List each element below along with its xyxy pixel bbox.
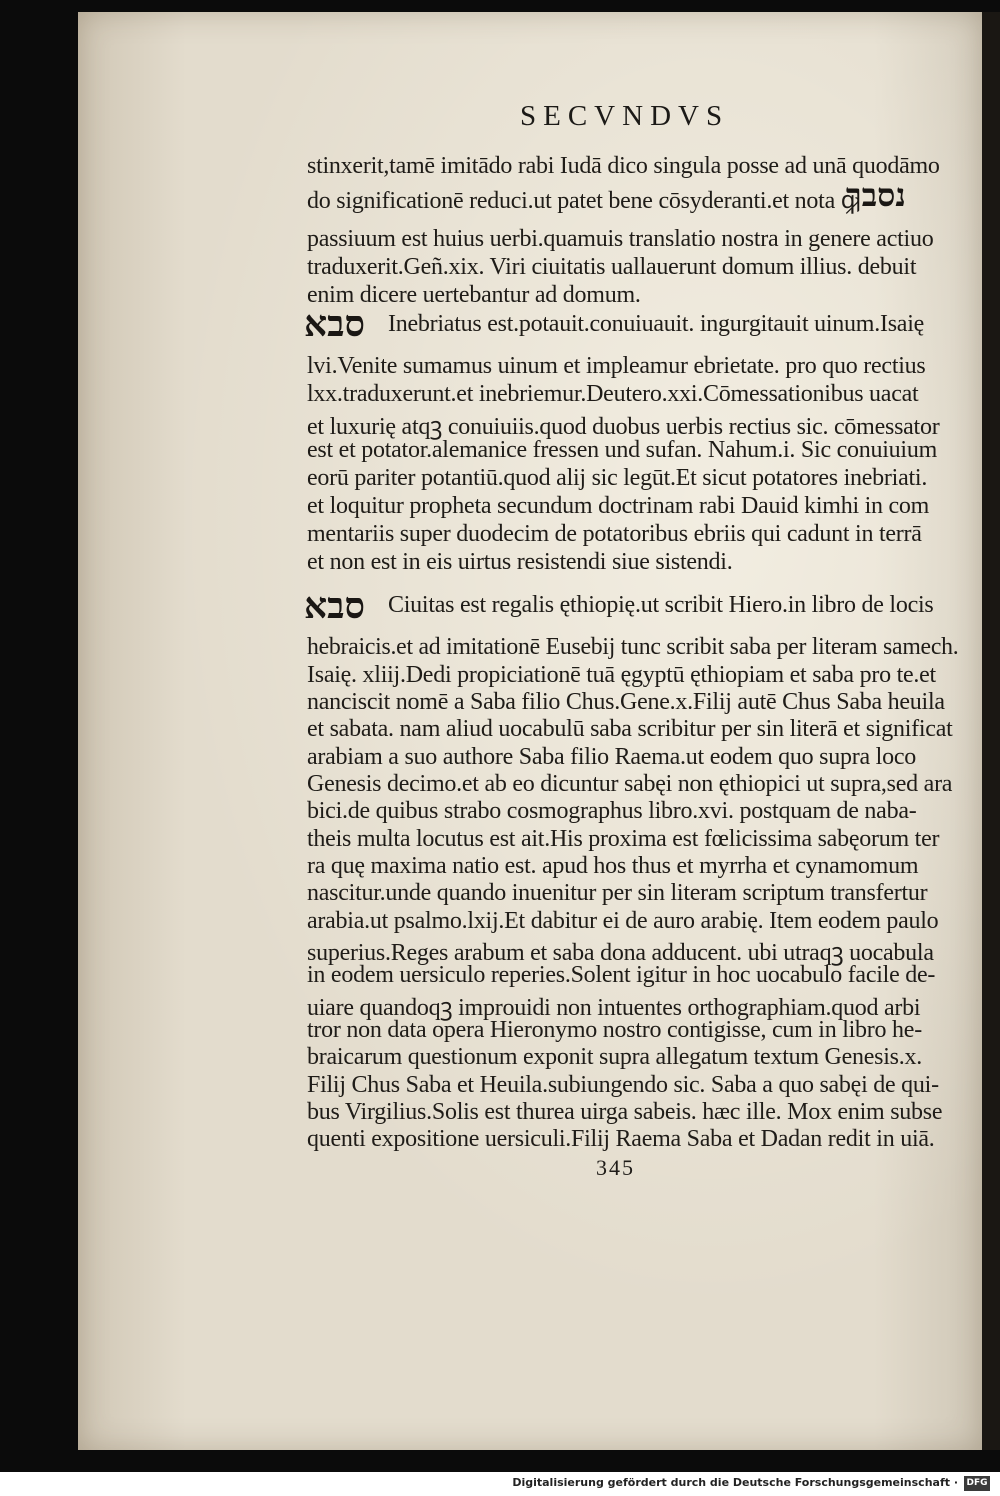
text-line: traduxerit.Geñ.xix. Viri ciuitatis uallauerunt domum illius. debuit — [307, 254, 917, 280]
text-line: quenti expositione uersiculi.Filij Raema Saba et Dadan redit in uiā. — [307, 1126, 935, 1152]
page-number: 345 — [596, 1155, 635, 1180]
page-edge — [982, 12, 1000, 1450]
text-line: uiare quandoqꝫ improuidi non intuentes orthographiam.quod arbi — [307, 995, 921, 1021]
hebrew-headword: סבא — [304, 585, 365, 627]
text-line: arabia.ut psalmo.lxij.Et dabitur ei de auro arabię. Item eodem paulo — [307, 908, 939, 934]
text-line: et loquitur propheta secundum doctrinam rabi Dauid kimhi in com — [307, 493, 930, 519]
text-line: enim dicere uertebantur ad domum. — [307, 282, 641, 308]
text-line: eorū pariter potantiū.quod alij sic legūt.Et sicut potatores inebriati. — [307, 465, 928, 491]
hebrew-headword: סבא — [304, 303, 365, 345]
funding-credit: Digitalisierung gefördert durch die Deutsche Forschungsgemeinschaft · — [512, 1476, 958, 1489]
text-line: stinxerit,tamē imitādo rabi Iudā dico singula posse ad unā quodāmo — [307, 153, 940, 179]
text-line: Genesis decimo.et ab eo dicuntur sabęi non ęthiopici ut supra,sed ara — [307, 771, 953, 797]
text-line: Filij Chus Saba et Heuila.subiungendo sic. Saba a quo sabęi de qui- — [307, 1072, 939, 1098]
text-line: arabiam a suo authore Saba filio Raema.ut eodem quo supra loco — [307, 744, 916, 770]
text-line: bus Virgilius.Solis est thurea uirga sabeis. hæc ille. Mox enim subse — [307, 1099, 943, 1125]
text-line: ra quę maxima natio est. apud hos thus et myrrha et cynamomum — [307, 853, 919, 879]
hebrew-headword: נסבך — [846, 176, 906, 214]
text-line: passiuum est huius uerbi.quamuis translatio nostra in genere actiuo — [307, 226, 934, 252]
text-line: Isaię. xliij.Dedi propiciationē tuā ęgyptū ęthiopiam et saba pro te.et — [307, 662, 936, 688]
text-line: et sabata. nam aliud uocabulū saba scribitur per sin literā et significat — [307, 716, 953, 742]
text-line: Ciuitas est regalis ęthiopię.ut scribit Hiero.in libro de locis — [388, 592, 934, 618]
text-line: braicarum questionum exponit supra allegatum textum Genesis.x. — [307, 1044, 923, 1070]
footer-bar — [0, 1472, 1000, 1496]
text-line: superius.Reges arabum et saba dona adducent. ubi utraqꝫ uocabula — [307, 940, 934, 966]
text-line: bici.de quibus strabo cosmographus libro.xvi. postquam de naba- — [307, 798, 917, 824]
text-line: Inebriatus est.potauit.conuiuauit. ingurgitauit uinum.Isaię — [388, 311, 925, 337]
text-line: nascitur.unde quando inuenitur per sin literam scriptum transfertur — [307, 880, 928, 906]
text-line: lvi.Venite sumamus uinum et impleamur ebrietate. pro quo rectius — [307, 353, 926, 379]
text-line: est et potator.alemanice fressen und sufan. Nahum.i. Sic conuiuium — [307, 437, 937, 463]
text-line: lxx.traduxerunt.et inebriemur.Deutero.xxi.Cōmessationibus uacat — [307, 381, 919, 407]
text-line: tror non data opera Hieronymo nostro contigisse, cum in libro he- — [307, 1017, 922, 1043]
running-header: SECVNDVS — [520, 100, 730, 132]
text-line: et luxurię atqꝫ conuiuiis.quod duobus uerbis rectius sic. cōmessator — [307, 414, 940, 440]
text-line: in eodem uersiculo reperies.Solent igitur in hoc uocabulo facile de- — [307, 962, 936, 988]
text-line: et non est in eis uirtus resistendi siue sistendi. — [307, 549, 733, 575]
text-line: nanciscit nomē a Saba filio Chus.Gene.x.Filij autē Chus Saba heuila — [307, 689, 945, 715]
text-line: mentariis super duodecim de potatoribus ebriis qui cadunt in terrā — [307, 521, 922, 547]
text-line: do significationē reduci.ut patet bene cōsyderanti.et nota ꝙ — [307, 188, 859, 214]
text-line: hebraicis.et ad imitationē Eusebij tunc scribit saba per literam samech. — [307, 634, 959, 660]
dfg-logo: DFG — [964, 1476, 990, 1491]
text-line: theis multa locutus est ait.His proxima est fœlicissima sabęorum ter — [307, 826, 940, 852]
